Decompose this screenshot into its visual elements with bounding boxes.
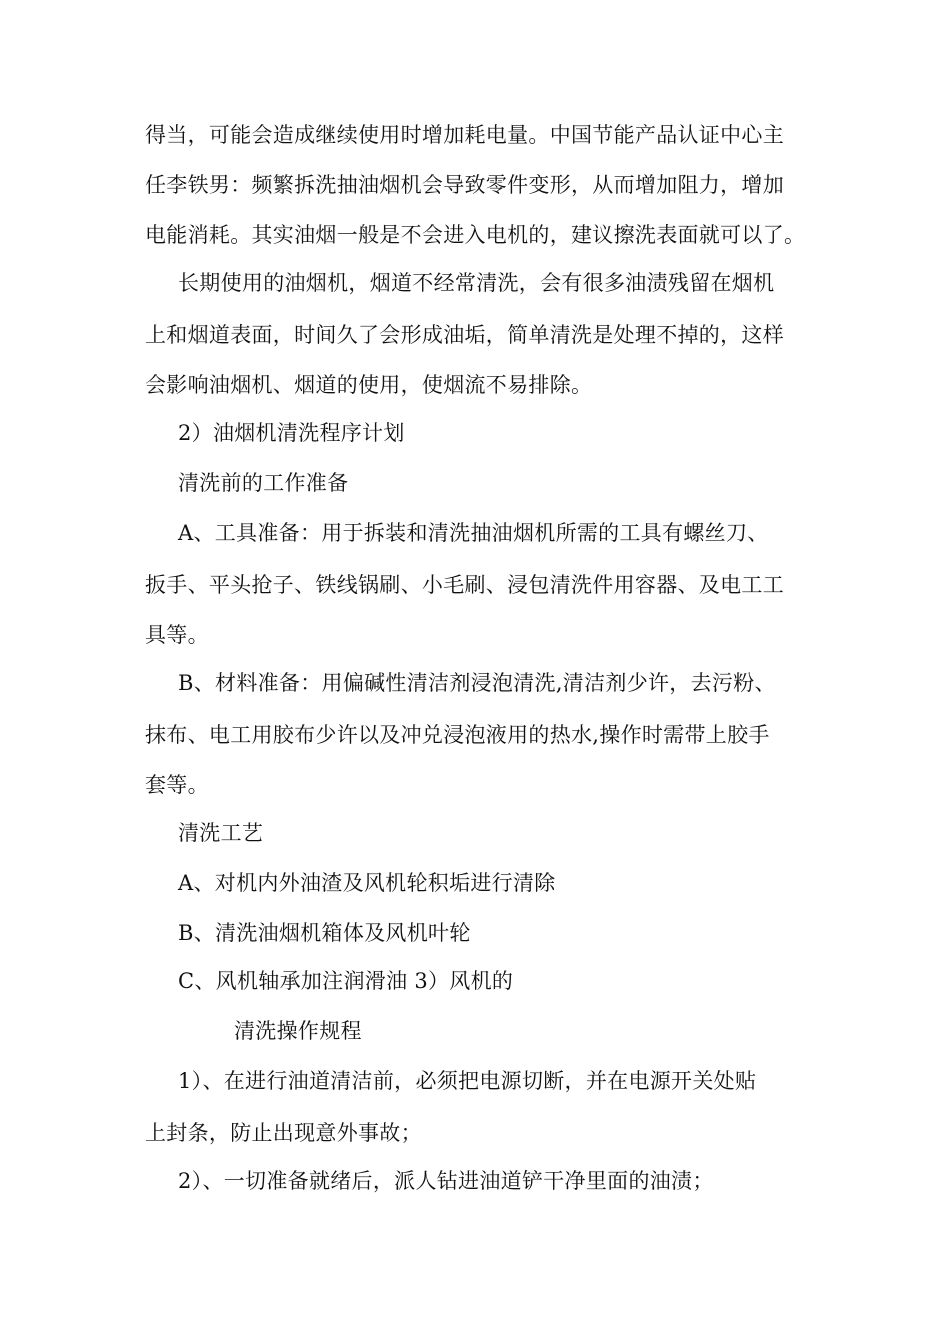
- paragraph-line: 上和烟道表面，时间久了会形成油垢，简单清洗是处理不掉的，这样: [145, 323, 784, 347]
- subsection-heading: 清洗工艺: [178, 821, 264, 845]
- list-item: 2）、一切准备就绪后，派人钻进油道铲干净里面的油渍；: [178, 1169, 714, 1193]
- paragraph-line: 具等。: [145, 623, 209, 647]
- list-item: 1）、在进行油道清洁前，必须把电源切断，并在电源开关处贴: [178, 1069, 757, 1093]
- paragraph-line: 套等。: [145, 773, 209, 797]
- list-item: B、材料准备：用偏碱性清洁剂浸泡清洗,清洁剂少许，去污粉、: [178, 671, 776, 695]
- paragraph-line: 上封条，防止出现意外事故；: [145, 1121, 422, 1145]
- paragraph-line: 扳手、平头抢子、铁线锅刷、小毛刷、浸包清洗件用容器、及电工工: [145, 573, 784, 597]
- list-item: A、工具准备：用于拆装和清洗抽油烟机所需的工具有螺丝刀、: [178, 521, 769, 545]
- list-item: B、清洗油烟机箱体及风机叶轮: [178, 921, 471, 945]
- paragraph-line: 电能消耗。其实油烟一般是不会进入电机的，建议擦洗表面就可以了。: [145, 223, 806, 247]
- list-item: C、风机轴承加注润滑油 3）风机的: [178, 969, 514, 993]
- paragraph-line: 得当，可能会造成继续使用时增加耗电量。中国节能产品认证中心主: [145, 123, 784, 147]
- section-heading: 2）油烟机清洗程序计划: [178, 421, 405, 445]
- subsection-heading: 清洗前的工作准备: [178, 471, 349, 495]
- list-item: A、对机内外油渣及风机轮积垢进行清除: [178, 871, 556, 895]
- paragraph-line: 会影响油烟机、烟道的使用，使烟流不易排除。: [145, 373, 593, 397]
- subsection-heading: 清洗操作规程: [234, 1019, 362, 1043]
- paragraph-line: 长期使用的油烟机，烟道不经常清洗，会有很多油渍残留在烟机: [178, 271, 775, 295]
- paragraph-line: 任李铁男：频繁拆洗抽油烟机会导致零件变形，从而增加阻力，增加: [145, 173, 784, 197]
- paragraph-line: 抹布、电工用胶布少许以及冲兑浸泡液用的热水,操作时需带上胶手: [145, 723, 770, 747]
